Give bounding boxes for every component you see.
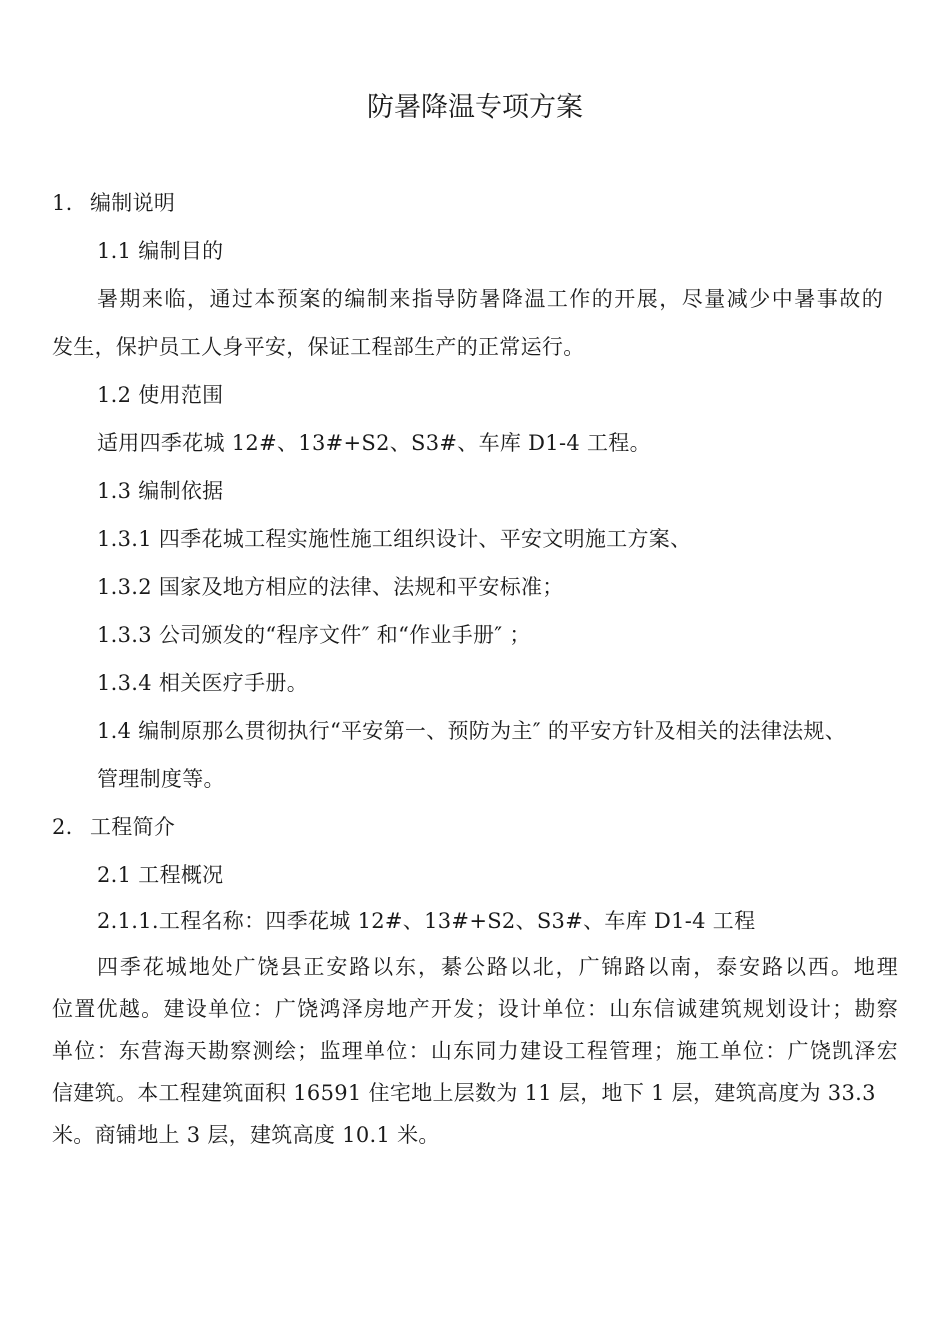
section-1-number: 1.	[52, 191, 73, 215]
section-2-title: 工程简介	[90, 815, 176, 839]
section-2-heading	[52, 812, 175, 842]
basis-item: 1.3.4 相关医疗手册。	[97, 671, 309, 695]
subsection-1-4-line: 1.4 编制原那么贯彻执行“平安第一、预防为主″ 的平安方针及相关的法律法规、	[97, 719, 847, 743]
subsection-1-2-heading: 1.2 使用范围	[97, 383, 224, 407]
subsection-1-1-heading: 1.1 编制目的	[97, 239, 224, 263]
paragraph-line: 单位：东营海天勘察测绘；监理单位：山东同力建设工程管理；施工单位：广饶凯泽宏	[52, 1039, 898, 1063]
basis-item: 1.3.1 四季花城工程实施性施工组织设计、平安文明施工方案、	[97, 527, 692, 551]
subsection-2-1-heading: 2.1 工程概况	[97, 863, 224, 887]
document-title: 防暑降温专项方案	[367, 92, 583, 123]
section-1-title: 编制说明	[90, 191, 176, 215]
section-1-heading	[52, 188, 175, 218]
basis-item: 1.3.2 国家及地方相应的法律、法规和平安标准；	[97, 575, 564, 599]
basis-item: 1.3.3 公司颁发的“程序文件″ 和“作业手册″ ；	[97, 623, 531, 647]
subsection-1-4-line: 管理制度等。	[97, 767, 225, 791]
paragraph-line: 暑期来临，通过本预案的编制来指导防暑降温工作的开展，尽量减少中暑事故的	[97, 287, 883, 311]
scope-text: 适用四季花城 12#、13#+S2、S3#、车库 D1-4 工程。	[97, 431, 651, 455]
section-2-number: 2.	[52, 815, 73, 839]
project-name: 2.1.1.工程名称：四季花城 12#、13#+S2、S3#、车库 D1-4 工程	[97, 909, 756, 933]
paragraph-line: 发生，保护员工人身平安，保证工程部生产的正常运行。	[52, 335, 585, 359]
paragraph-line: 信建筑。本工程建筑面积 16591 住宅地上层数为 11 层，地下 1 层，建筑高度为 33.3	[52, 1081, 876, 1105]
paragraph-line: 米。商铺地上 3 层，建筑高度 10.1 米。	[52, 1123, 440, 1147]
paragraph-line: 位置优越。建设单位：广饶鸿泽房地产开发；设计单位：山东信诚建筑规划设计；勘察	[52, 997, 898, 1021]
paragraph-line: 四季花城地处广饶县正安路以东，綦公路以北，广锦路以南，泰安路以西。地理	[97, 955, 898, 979]
subsection-1-3-heading: 1.3 编制依据	[97, 479, 224, 503]
